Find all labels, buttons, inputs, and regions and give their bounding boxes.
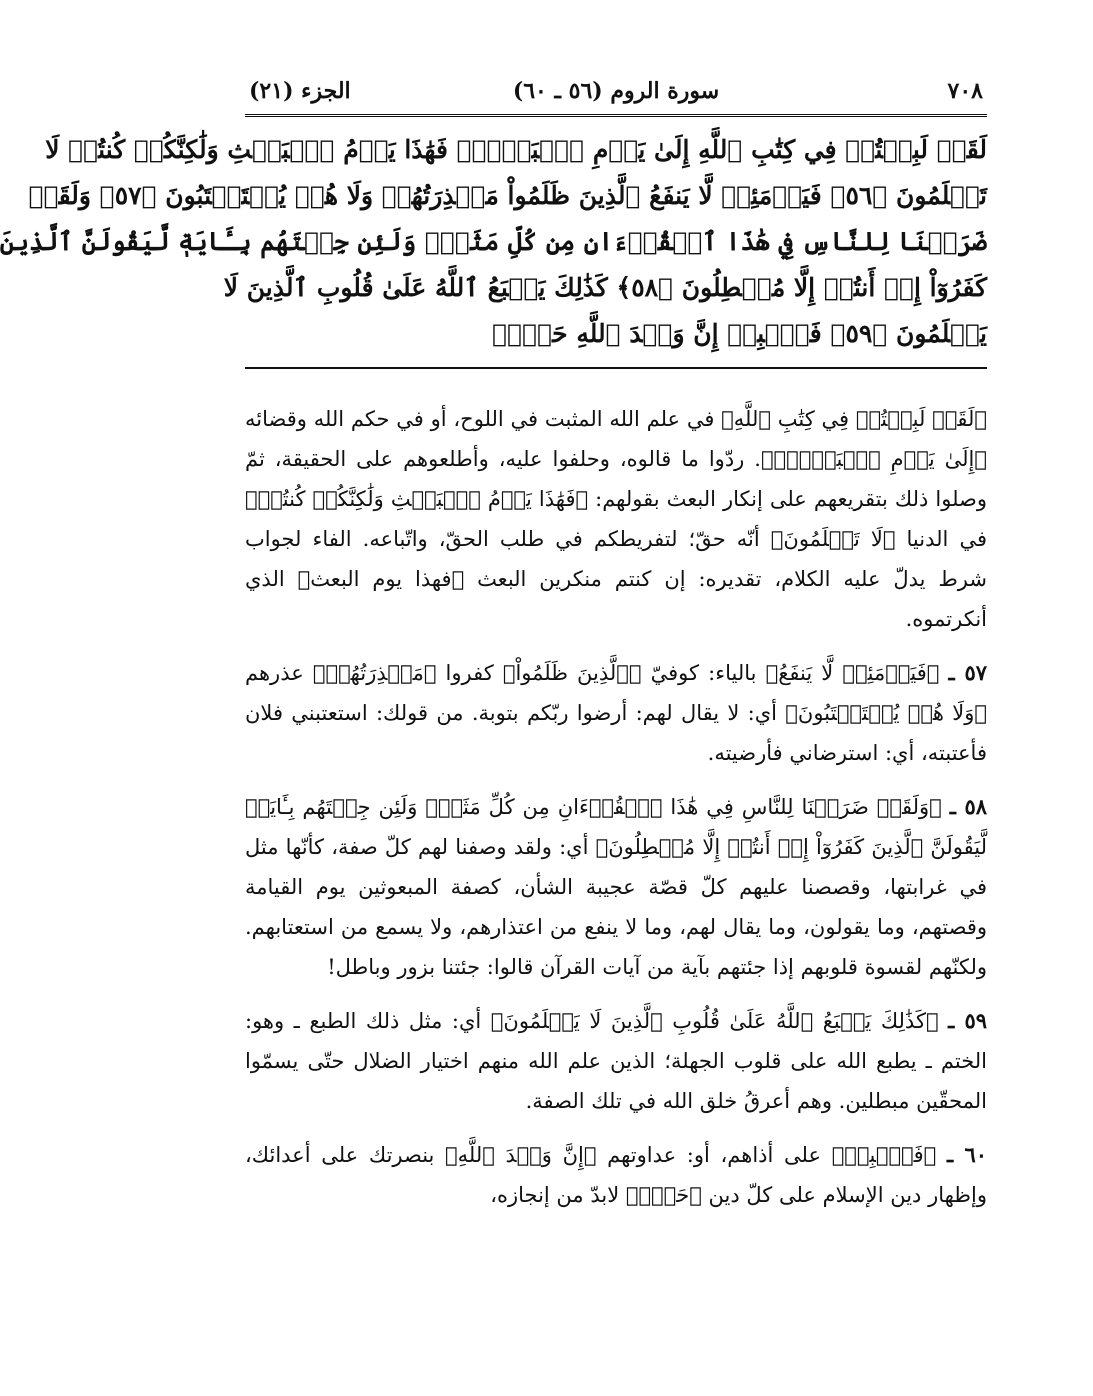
tafsir-paragraph (245, 399, 987, 639)
quran-line: لَقَدۡ لَبِثۡتُمۡ فِي كِتَٰبِ ٱللَّهِ إِلَىٰ يَوۡمِ ٱلۡبَعۡثِۖ فَهَٰذَا يَوۡمُ ٱلۡبَعۡثِ وَلَٰكِنَّكُمۡ كُنتُمۡ لَا (45, 135, 987, 164)
verse-number: ٥٩ ـ (948, 1008, 987, 1033)
quran-line: ضَرَبۡنَا لِلنَّاسِ فِي هَٰذَا ٱلۡقُرۡءَانِ مِن كُلِّ مَثَلٖۚ وَلَئِن جِئۡتَهُم بِـَٔايَةٖ لَّيَقُولَنَّ ٱلَّذِينَ (0, 227, 987, 256)
quran-text-block (0, 127, 987, 369)
tafsir-text: ﴿فَٱصۡبِرۡ﴾ على أذاهم، أو: عداوتهم ﴿إِنَّ وَعۡدَ ٱللَّهِ﴾ بنصرتك على أعدائك، وإظهار دين الإسلام على كلّ دين ﴿حَقّٞ﴾ لابدّ من إنجازه، (245, 1143, 987, 1207)
page-number: ٧٠٨ (947, 78, 983, 104)
tafsir-text: ﴿كَذَٰلِكَ يَطۡبَعُ ٱللَّهُ عَلَىٰ قُلُوبِ ٱلَّذِينَ لَا يَعۡلَمُونَ﴾ أي: مثل ذلك الطبع ـ وهو: الختم ـ يطبع الله على قلوب الجهلة؛ الذين علم الله منهم اختيار الضلال حتّى يسمّوا المحقّين مبطلين. وهم أعرقُ خلق الله في تلك الصفة. (245, 1009, 987, 1113)
tafsir-paragraph (245, 653, 987, 773)
tafsir-text: ﴿لَقَدۡ لَبِثۡتُمۡ فِي كِتَٰبِ ٱللَّهِ﴾ في علم الله المثبت في اللوح، أو في حكم الله وقضائه ﴿إِلَىٰ يَوۡمِ ٱلۡبَعۡثِۖ﴾. ردّوا ما قالوه، وحلفوا عليه، وأطلعوهم على الحقيقة، ثمّ وصلوا ذلك بتقريعهم على إنكار البعث بقولهم: ﴿فَهَٰذَا يَوۡمُ ٱلۡبَعۡثِ وَلَٰكِنَّكُمۡ كُنتُمۡ﴾ في الدنيا ﴿لَا تَعۡلَمُونَ﴾ أنّه حقّ؛ لتفريطكم في طلب الحقّ، واتّباعه. الفاء لجواب شرط يدلّ عليه الكلام، تقديره: إن كنتم منكرين البعث ﴿فهذا يوم البعث﴾ الذي أنكرتموه. (245, 407, 987, 631)
quran-line: يَعۡلَمُونَ ﴿٥٩﴾ فَٱصۡبِرۡ إِنَّ وَعۡدَ ٱللَّهِ حَقّٞۖ (492, 319, 987, 348)
quran-line: تَعۡلَمُونَ ﴿٥٦﴾ فَيَوۡمَئِذٖ لَّا يَنفَعُ ٱلَّذِينَ ظَلَمُواْ مَعۡذِرَتُهُمۡ وَلَا هُمۡ يُسۡتَعۡتَبُونَ ﴿٥٧﴾ وَلَقَدۡ (28, 181, 987, 210)
tafsir-paragraph (245, 1001, 987, 1121)
book-page (0, 70, 987, 1229)
surah-title: سورة الروم (٥٦ ـ ٦٠) (512, 78, 720, 104)
tafsir-paragraph (245, 1135, 987, 1215)
tafsir-commentary (245, 399, 987, 1215)
juz-label: الجزء (٢١) (249, 78, 351, 104)
page-header (245, 70, 987, 117)
verse-number: ٦٠ ـ (946, 1142, 987, 1167)
quran-line: كَفَرُوٓاْ إِنۡ أَنتُمۡ إِلَّا مُبۡطِلُونَ ﴿٥٨﴾ كَذَٰلِكَ يَطۡبَعُ ٱللَّهُ عَلَىٰ قُلُوبِ ٱلَّذِينَ لَا (223, 273, 987, 302)
verse-number: ٥٧ ـ (948, 660, 987, 685)
tafsir-text: ﴿وَلَقَدۡ ضَرَبۡنَا لِلنَّاسِ فِي هَٰذَا ٱلۡقُرۡءَانِ مِن كُلِّ مَثَلٖۚ وَلَئِن جِئۡتَهُم بِـَٔايَةٖ لَّيَقُولَنَّ ٱلَّذِينَ كَفَرُوٓاْ إِنۡ أَنتُمۡ إِلَّا مُبۡطِلُونَ﴾ أي: ولقد وصفنا لهم كلّ صفة، كأنّها مثل في غرابتها، وقصصنا عليهم كلّ قصّة عجيبة الشأن، كصفة المبعوثين يوم القيامة وقصتهم، وما يقولون، وما يقال لهم، وما لا ينفع من اعتذارهم، ولا يسمع من استعتابهم. ولكنّهم لقسوة قلوبهم إذا جئتهم بآية من آيات القرآن قالوا: جئتنا بزور وباطل! (245, 795, 987, 979)
tafsir-paragraph (245, 787, 987, 987)
verse-number: ٥٨ ـ (949, 794, 987, 819)
tafsir-text: ﴿فَيَوۡمَئِذٖ لَّا يَنفَعُ﴾ بالياء: كوفيّ ﴿ٱلَّذِينَ ظَلَمُواْ﴾ كفروا ﴿مَعۡذِرَتُهُمۡ﴾ عذرهم ﴿وَلَا هُمۡ يُسۡتَعۡتَبُونَ﴾ أي: لا يقال لهم: أرضوا ربّكم بتوبة. من قولك: استعتبني فلان فأعتبته، أي: استرضاني فأرضيته. (245, 661, 987, 765)
